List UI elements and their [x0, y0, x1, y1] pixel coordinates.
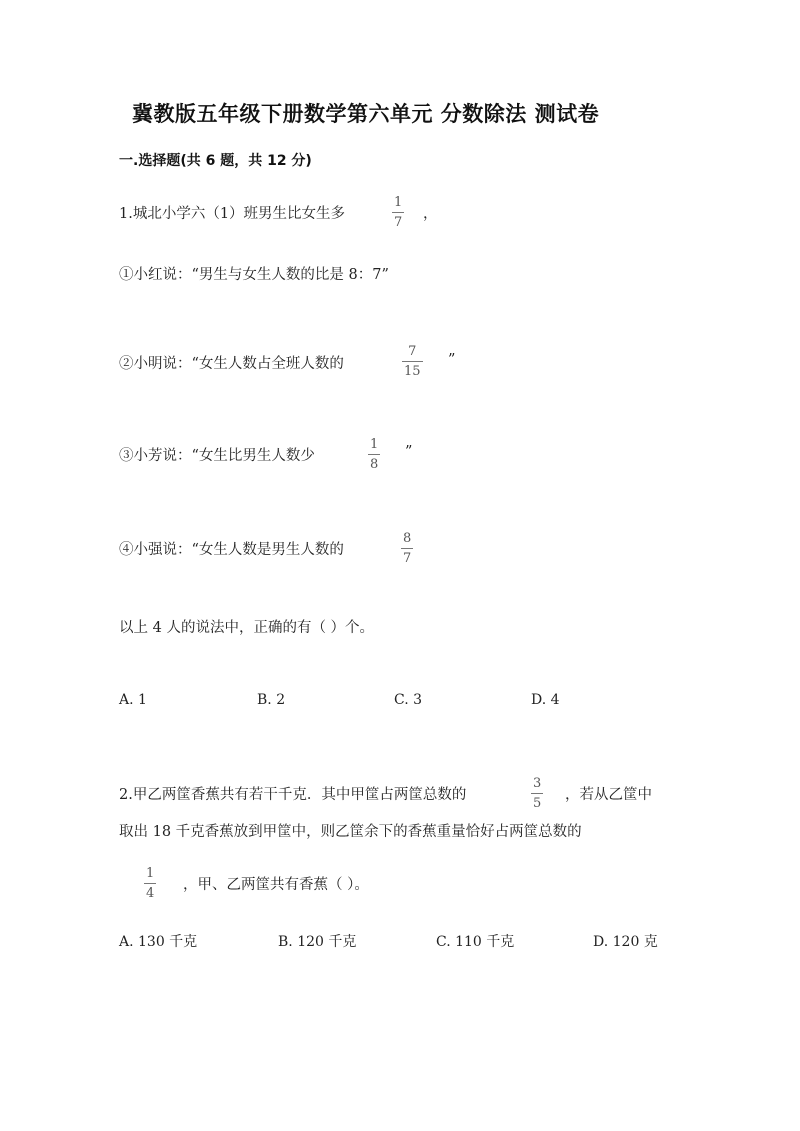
q1-statement-2-fraction: 7 15 [404, 344, 421, 379]
q1-statement-2-tail: ” [448, 352, 456, 368]
q1-stem-fraction: 1 7 [394, 195, 403, 230]
q1-statement-1: ①小红说：“男生与女生人数的比是 8：7” [119, 267, 389, 283]
q1-statement-3: ③小芳说：“女生比男生人数少 [119, 448, 315, 464]
q1-option-a[interactable]: A. 1 [119, 692, 147, 708]
q2-line-1-tail: ，若从乙筐中 [565, 787, 652, 803]
section-heading: 一.选择题(共 6 题，共 12 分) [119, 153, 312, 169]
q2-line-2: 取出 18 千克香蕉放到甲筐中，则乙筐余下的香蕉重量恰好占两筐总数的 [119, 824, 582, 840]
q2-option-b[interactable]: B. 120 千克 [278, 934, 357, 950]
q1-statement-2: ②小明说：“女生人数占全班人数的 [119, 356, 344, 372]
q1-option-b[interactable]: B. 2 [257, 692, 286, 708]
q2-option-a[interactable]: A. 130 千克 [119, 934, 198, 950]
page-title: 冀教版五年级下册数学第六单元 分数除法 测试卷 [132, 102, 600, 126]
q2-option-d[interactable]: D. 120 克 [593, 934, 658, 950]
q1-statement-3-tail: ” [405, 444, 413, 460]
q1-statement-4: ④小强说：“女生人数是男生人数的 [119, 542, 344, 558]
q2-fraction-1: 3 5 [533, 776, 542, 811]
q1-question: 以上 4 人的说法中，正确的有（ ）个。 [119, 620, 375, 636]
q1-option-c[interactable]: C. 3 [394, 692, 423, 708]
q1-statement-3-fraction: 1 8 [370, 437, 379, 472]
q2-option-c[interactable]: C. 110 千克 [436, 934, 515, 950]
q1-statement-4-fraction: 8 7 [403, 531, 412, 566]
q2-fraction-2: 1 4 [146, 866, 155, 901]
q1-stem-tail: ， [423, 206, 438, 222]
q2-line-3: ，甲、乙两筐共有香蕉（ ）。 [183, 877, 369, 893]
q2-line-1: 2.甲乙两筐香蕉共有若干千克．其中甲筐占两筐总数的 [119, 787, 467, 803]
q1-option-d[interactable]: D. 4 [531, 692, 560, 708]
q1-stem: 1.城北小学六（1）班男生比女生多 [119, 206, 346, 222]
